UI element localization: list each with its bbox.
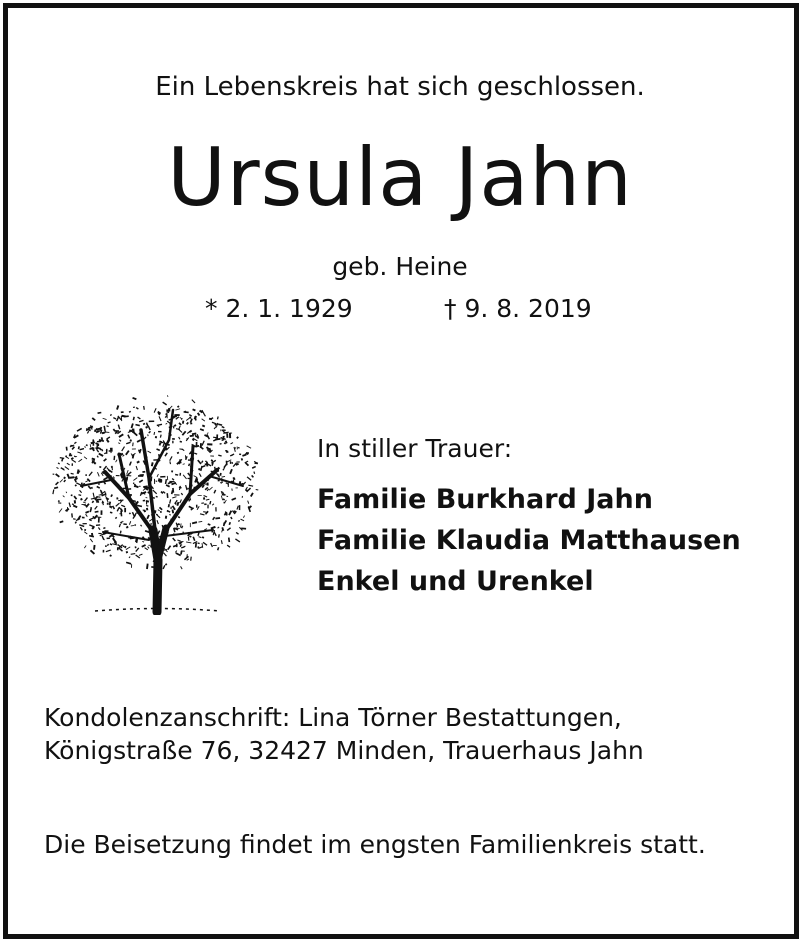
birth-date: * 2. 1. 1929 [205, 294, 353, 323]
mourner-family: Familie Klaudia Matthausen [317, 525, 741, 556]
intro-line: Ein Lebenskreis hat sich geschlossen. [155, 72, 645, 102]
condolence-address-line: Kondolenzanschrift: Lina Törner Bestattungen, [44, 703, 622, 732]
tree-icon [45, 390, 265, 615]
death-date: † 9. 8. 2019 [444, 294, 592, 323]
deceased-name: Ursula Jahn [167, 131, 633, 224]
mourning-heading: In stiller Trauer: [317, 434, 513, 463]
closing-note: Die Beisetzung findet im engsten Familienkreis statt. [44, 830, 706, 859]
maiden-name: geb. Heine [332, 252, 468, 281]
mourner-family: Familie Burkhard Jahn [317, 484, 653, 515]
mourner-family: Enkel und Urenkel [317, 566, 594, 597]
condolence-address-line: Königstraße 76, 32427 Minden, Trauerhaus Jahn [44, 736, 644, 765]
